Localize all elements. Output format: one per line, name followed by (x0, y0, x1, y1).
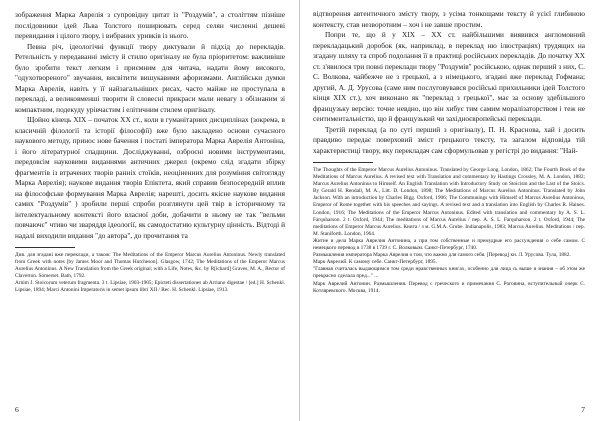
footnote: Arnim J. Stoicorum veterum fragmenta. 3 t. Lipsiae, 1903-1905; Epicteti dissertationes ab Arriano digestae / [ed.] H. Schenkl. Lipsiae, 1894; Marci Antonini Imperatoris in semet ipsum libri XII / Rec. H. Schenkl. Lipsiae, 1913. (15, 280, 285, 294)
footnote: "Главная считалась выдающимся том среди нравственных книгах, особенно для лица сь выше я знания – об этом же прекрасно сделала пред..." ... (313, 266, 585, 280)
right-page (300, 0, 600, 421)
paragraph: Щойно кінець XIX – початок XX ст., коли в гуманітарних дисциплінах (зокрема, в класичній філології та історії філософії) вже було закладено основи сучасного наукового методу, принос нове бачення і постаті імператора Марка Аврелія Антоніна, і його літературної спадщини. Досліджуванні, озброєні новими інструментами, передовсім науковими виданнями античних джерел (окремо слід згадати збірку фрагментів із втрачених творів ранніх стоїків, неоціненних для розуміння світогляду Марка Аврелія); наукове видання творів Епіктета, який справив безпосередній вплив на філософське формування Марка Аврелія; нарешті, досить якісне наукове видання самих "Роздумів" ) зробили перші спроби розглянути цей твір в історичному та інтелектуальному контексті його власної доби, добачити в ньому не так "вельми повчаючє" чтиво чи зваряддя ідеології, як самодостатню культурну цінність. Відтоді й надалі виходили видання "до автора", до прочитання та (15, 115, 285, 240)
footnote: Марк Аврелий Антонин. Размышления. Перевод с греческого и примечания С. Роговина, вступительный очерк С. Котляревского. Москва, 1914. (313, 280, 585, 294)
footnote: The Thoughts of the Emperor Marcus Aurelius Antoninus. Translated by George Long. London, 1862; The Fourth Book of the Meditations of Marcus Aurelius. A revised text with Translation and commentary by Hastings Crossley, M. A. London, 1882; Marcus Aurelius Antoninus to Himself. An English Translation with Introductory Study on Stoicism and the Last of the Stoics. By Gerald H. Rendall, M. A., Litt. D. London, 1898; The Meditations of Marcus Aurelius Antoninus. Translated by John Jackson. With an introduction by Charles Bigg. Oxford, 1906; The Communings with Himself of Marcus Aurelius Antoninus, Emperor of Rome together with his speeches and sayings. A revised text and a translation into English by Charles R. Haines. London, 1916; The Meditations of the Emperor Marcus Antoninus. Edited with translation and commentary by A. S. L. Farquharson. 2 t. Oxford, 1944; The meditations of Marcus Aurelius / пер. A. S. L. Farquharson. 2 t. Oxford, 1944; The meditations of Emperor Marcus Aurelius. Книга / з м. G.M.A. Grube. Indianapolis, 1983; Marcus Aurelius. Meditations / пер. M. Staniforth. London, 1964. (313, 167, 585, 237)
footnote: Марк Аврелий. К самому себе. Санкт-Петербург, 1895. (313, 259, 437, 266)
left-footnotes (15, 252, 285, 295)
paragraph: зображення Марка Аврелія з супровідну цитат із "Роздумів", а століттям пізніше послідовники ідей Льва Толстого поширювать серед селян численні дешеві перевидання і цілого твору, і вибраних уривків із нього. (15, 10, 285, 40)
page-number: 6 (15, 405, 19, 414)
right-body-text (313, 9, 585, 156)
footnote-rule (15, 247, 75, 248)
footnote: Див. для згадані вже переклади, а також: The Meditations of the Emperor Marcus Aurelius Antoninus. Newly translated from Greek with notes [by James Moor and Thomas Hutcheson]. Glasgow, 1742; The Meditations of the Emperor Marcus Aurelius Antoninus. A New Translation from the Greek original; with a Life, Notes, &c. by R[ichard] Graves, M. A., Rector of Claverton. Somerset. Bath, 1792. (15, 252, 285, 280)
footnote-rule (313, 162, 373, 163)
paragraph: Третій переклад (а по суті перший з оригіналу), П. Н. Краснова, хай і досить правдиво передає поверховий зміст грецького тексту, та загалом відповіда тій характеристиці твору, яку перекладач сам сформульовав у регістрі до видання: "Най- (313, 124, 585, 155)
footnote: Размышления императора Марка Аврелия о том, что важно для самого себя. [Перевод] кн. Л. Урусова. Тула, 1882. (313, 252, 571, 259)
paragraph: Попри те, що й у XIX – XX ст. найбільшими виявився англомовний перекладацький доробок (як, наприклад, в переклад ню ілюстраціях) трудящих на згадану шляху та спроб подолання її в практиці російських перекладів. До початку XX ст. з'явилося три повні переклади твору "Роздумів" російською, однак перший з них, С. С. Волкова, чайбежче не з грецької, а з німецького, згадані вже переклад Гофмана; другий, А. Д. Урусова (саме ним послуговувався російські прихильники ідей Толстого кінця XIX ст.), хоч виконано як "переклад з грецької", має за основу здебільшого французьку версію: точне невдно, що він хибує тим самим моралізаторством і теж не сентиментальністю, що й французький чи західноєвропейські переклади. (313, 30, 585, 123)
paragraph: відтворення автентичного змісту твору, з усіма тонкощами тексту й усієї глибиною контексту, став незворотним – хоч і не завше простим. (313, 9, 585, 29)
page-number: 7 (581, 405, 585, 414)
left-body-text (15, 10, 285, 241)
right-footnotes (313, 167, 585, 295)
paragraph: Певна річ, ідеологічні функції твору диктували й підхід до перекладів. Ретельність у передаванні змісту й стилю оригіналу не була пріоритетом: важливіше було зробити текст легким і приємним для читача, надати йому високого, "одухотвореного" звучання, висвітити вишукавими афоризмами. Англійськи думки Марка Аврелія, навіть у її найзагальніших рисах, часто майже не проступала в перекладі, а великовменші творити й словесні прикраси мали невагу з обізнаним зі компактним, подекуду урівчастим і елітичним стилем оригіналу. (15, 41, 285, 114)
footnote: Житие и дела Марка Аврелия Антонина, а при том собственные и премудрые его рассуждения о себе самом. С немецкого перевод в 1738 в 1739 г. С. Волковым. Санкт-Петербург, 1740. (313, 237, 585, 252)
